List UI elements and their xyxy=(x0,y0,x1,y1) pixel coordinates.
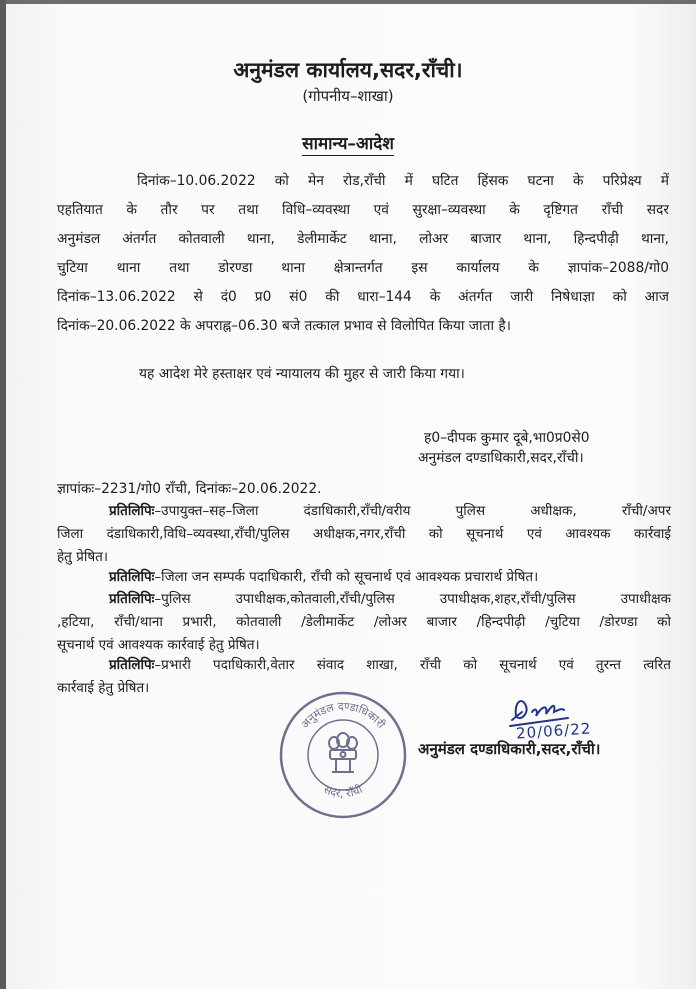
signatory-name: ह0–दीपक कुमार दूबे,भा0प्र0से0 xyxy=(424,430,590,446)
copy-line xyxy=(57,654,671,677)
office-heading: अनुमंडल कार्यालय,सदर,राँची। xyxy=(233,58,463,82)
emblem-icon xyxy=(329,733,357,772)
order-line: चुटिया थाना तथा डोरण्डा थाना क्षेत्रान्तर्गत इस कार्यालय के ज्ञापांक–2088/गो0 xyxy=(57,260,669,276)
copy-text: –पुलिस उपाधीक्षक,कोतवाली,राँची/पुलिस उपाधीक्षक,शहर,राँची/पुलिस उपाधीक्षक xyxy=(154,591,671,607)
order-line: दिनांक–20.06.2022 के अपराह्न–06.30 बजे तत्काल प्रभाव से विलोपित किया जाता है। xyxy=(57,318,511,334)
copy-label: प्रतिलिपिः xyxy=(109,657,155,673)
copy-line xyxy=(57,566,671,589)
scan-top-edge xyxy=(0,0,696,4)
copy-line: ,हटिया, राँची/थाना प्रभारी, कोतवाली /डेलीमार्केट /लोअर बाजार /हिन्दपीढ़ी /चुटिया /डोरण्डा को xyxy=(57,614,671,630)
memo-reference: ज्ञापांकः–2231/गो0 राँची, दिनांकः–20.06.2022. xyxy=(57,481,322,497)
order-line: दिनांक–10.06.2022 को मेन रोड,राँची में घटित हिंसक घटना के परिप्रेक्ष्य में xyxy=(137,173,669,189)
seal-bottom-text: सदर, राँची xyxy=(321,782,365,801)
copy-text: –जिला जन सम्पर्क पदाधिकारी, राँची को सूचनार्थ एवं आवश्यक प्रचारार्थ प्रेषित। xyxy=(154,569,539,585)
copy-label: प्रतिलिपिः xyxy=(109,569,155,585)
signatory-designation: अनुमंडल दण्डाधिकारी,सदर,राँची। xyxy=(418,450,584,466)
copy-line: हेतु प्रेषित। xyxy=(57,549,108,565)
order-title xyxy=(0,131,696,154)
copy-text: –प्रभारी पदाधिकारी,वेतार संवाद शाखा, राँची को सूचनार्थ एवं तुरन्त त्वरित xyxy=(154,657,671,673)
copy-line: जिला दंडाधिकारी,विधि–व्यवस्था,राँची/पुलिस अधीक्षक,नगर,राँची को सूचनार्थ एवं आवश्यक कार्रवाई xyxy=(57,526,671,542)
copy-label: प्रतिलिपिः xyxy=(109,591,155,607)
copy-block-3 xyxy=(57,588,671,657)
branch-subheading: (गोपनीय–शाखा) xyxy=(302,87,394,105)
order-line: दिनांक–13.06.2022 से दं0 प्र0 सं0 की धारा–144 के अंतर्गत जारी निषेधाज्ञा को आज xyxy=(57,289,669,305)
copy-line: कार्रवाई हेतु प्रेषित। xyxy=(57,680,150,696)
issue-statement: यह आदेश मेरे हस्ताक्षर एवं न्यायालय की मुहर से जारी किया गया। xyxy=(139,366,465,382)
copy-line xyxy=(57,500,671,523)
copy-block-1 xyxy=(57,500,671,569)
seal-top-text: अनुमंडल दण्डाधिकारी xyxy=(298,699,388,731)
seal-inner-ring xyxy=(308,720,378,790)
official-seal xyxy=(276,688,410,822)
order-title-text: सामान्य–आदेश xyxy=(302,134,394,154)
copy-block-2 xyxy=(57,566,671,589)
copy-label: प्रतिलिपिः xyxy=(109,503,155,519)
order-line: एहतियात के तौर पर तथा विधि–व्यवस्था एवं सुरक्षा–व्यवस्था के दृष्टिगत राँची सदर xyxy=(57,202,669,218)
copy-text: –उपायुक्त–सह–जिला दंडाधिकारी,राँची/वरीय पुलिस अधीक्षक, राँची/अपर xyxy=(154,503,671,519)
copy-line: सूचनार्थ एवं आवश्यक कार्रवाई हेतु प्रेषित। xyxy=(57,637,260,653)
order-line: अनुमंडल अंतर्गत कोतवाली थाना, डेलीमार्केट थाना, लोअर बाजार थाना, हिन्दपीढ़ी थाना, xyxy=(57,231,669,247)
copy-line xyxy=(57,588,671,611)
handwritten-date: 20/06/22 xyxy=(515,719,592,743)
final-signature-designation: अनुमंडल दण्डाधिकारी,सदर,राँची। xyxy=(418,740,601,758)
order-paragraph xyxy=(57,167,669,341)
